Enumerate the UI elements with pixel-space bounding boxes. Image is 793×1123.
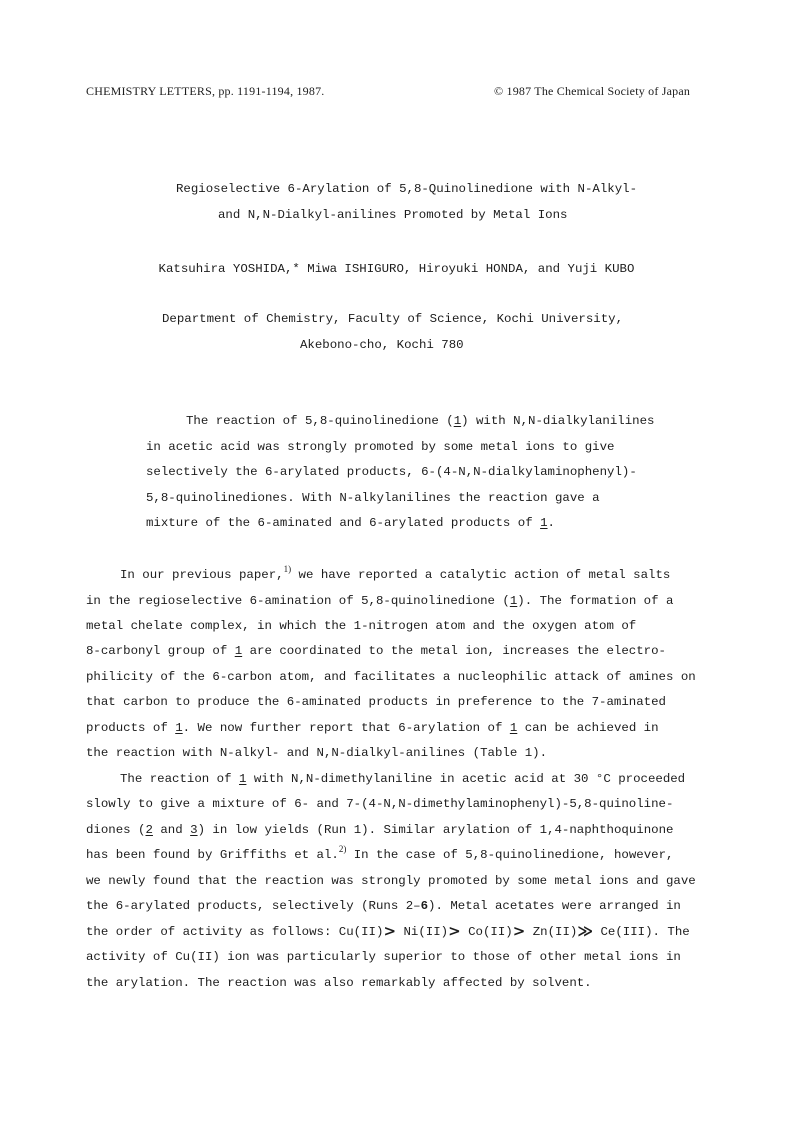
journal-citation: CHEMISTRY LETTERS, pp. 1191-1194, 1987.: [86, 84, 325, 98]
body-line: philicity of the 6-carbon atom, and facilitates a nucleophilic attack of amines on: [86, 670, 696, 684]
compound-ref: 1: [238, 772, 247, 786]
body-line: diones (2 and 3) in low yields (Run 1). Similar arylation of 1,4-naphthoquinone: [86, 823, 674, 837]
author-list: Katsuhira YOSHIDA,* Miwa ISHIGURO, Hiroyuki HONDA, and Yuji KUBO: [158, 262, 635, 276]
compound-ref: 1: [175, 721, 183, 735]
greater-than-symbol: >: [383, 922, 397, 940]
compound-ref: 3: [190, 823, 198, 837]
abstract-line: The reaction of 5,8-quinolinedione (1) with N,N-dialkylanilines: [186, 414, 655, 428]
body-line: we newly found that the reaction was strongly promoted by some metal ions and gave: [86, 874, 696, 888]
body-line: products of 1. We now further report that 6-arylation of 1 can be achieved in: [86, 721, 659, 735]
body-line: slowly to give a mixture of 6- and 7-(4-N,N-dimethylaminophenyl)-5,8-quinoline-: [86, 797, 674, 811]
abstract-line: selectively the 6-arylated products, 6-(4-N,N-dialkylaminophenyl)-: [146, 465, 637, 479]
body-line: the arylation. The reaction was also remarkably affected by solvent.: [86, 976, 592, 990]
compound-ref: 1: [509, 594, 518, 608]
much-greater-than-symbol: ≫: [577, 922, 594, 940]
body-line: the order of activity as follows: Cu(II)> Ni(II)> Co(II)> Zn(II)≫ Ce(III). The: [86, 922, 690, 940]
paper-title-line-1: Regioselective 6-Arylation of 5,8-Quinolinedione with N-Alkyl-: [176, 182, 638, 196]
affiliation-line-2: Akebono-cho, Kochi 780: [300, 338, 464, 352]
greater-than-symbol: >: [448, 922, 461, 940]
abstract-line: 5,8-quinolinediones. With N-alkylanilines the reaction gave a: [146, 491, 600, 505]
compound-ref: 2: [145, 823, 153, 837]
paper-title-line-2: and N,N-Dialkyl-anilines Promoted by Metal Ions: [218, 208, 568, 222]
abstract-line: mixture of the 6-aminated and 6-arylated products of 1.: [146, 516, 555, 530]
citation-superscript: 1): [283, 564, 292, 574]
compound-ref: 1: [540, 516, 548, 530]
copyright-notice: © 1987 The Chemical Society of Japan: [494, 84, 691, 98]
body-line: The reaction of 1 with N,N-dimethylaniline in acetic acid at 30 °C proceeded: [120, 772, 686, 786]
body-line: metal chelate complex, in which the 1-nitrogen atom and the oxygen atom of: [86, 619, 637, 633]
body-line: the 6-arylated products, selectively (Runs 2–6). Metal acetates were arranged in: [86, 899, 681, 913]
body-line: activity of Cu(II) ion was particularly superior to those of other metal ions in: [86, 950, 681, 964]
body-line: 8-carbonyl group of 1 are coordinated to the metal ion, increases the electro-: [86, 644, 666, 658]
compound-ref: 1: [453, 414, 462, 428]
body-line: that carbon to produce the 6-aminated products in preference to the 7-aminated: [86, 695, 666, 709]
greater-than-symbol: >: [512, 922, 526, 940]
body-line: in the regioselective 6-amination of 5,8-quinolinedione (1). The formation of a: [86, 594, 674, 608]
compound-ref: 1: [509, 721, 518, 735]
abstract-line: in acetic acid was strongly promoted by some metal ions to give: [146, 440, 615, 454]
compound-ref: 1: [234, 644, 243, 658]
body-line: the reaction with N-alkyl- and N,N-dialkyl-anilines (Table 1).: [86, 746, 548, 760]
body-line: In our previous paper,$^{1)}$ we have reported a catalytic action of metal salts: [120, 564, 671, 582]
citation-superscript: 2): [338, 844, 347, 854]
body-line: has been found by Griffiths et al.$^{2)}$ In the case of 5,8-quinolinedione, however,: [86, 844, 674, 862]
run-number: 6: [420, 899, 429, 913]
affiliation-line-1: Department of Chemistry, Faculty of Science, Kochi University,: [162, 312, 624, 326]
